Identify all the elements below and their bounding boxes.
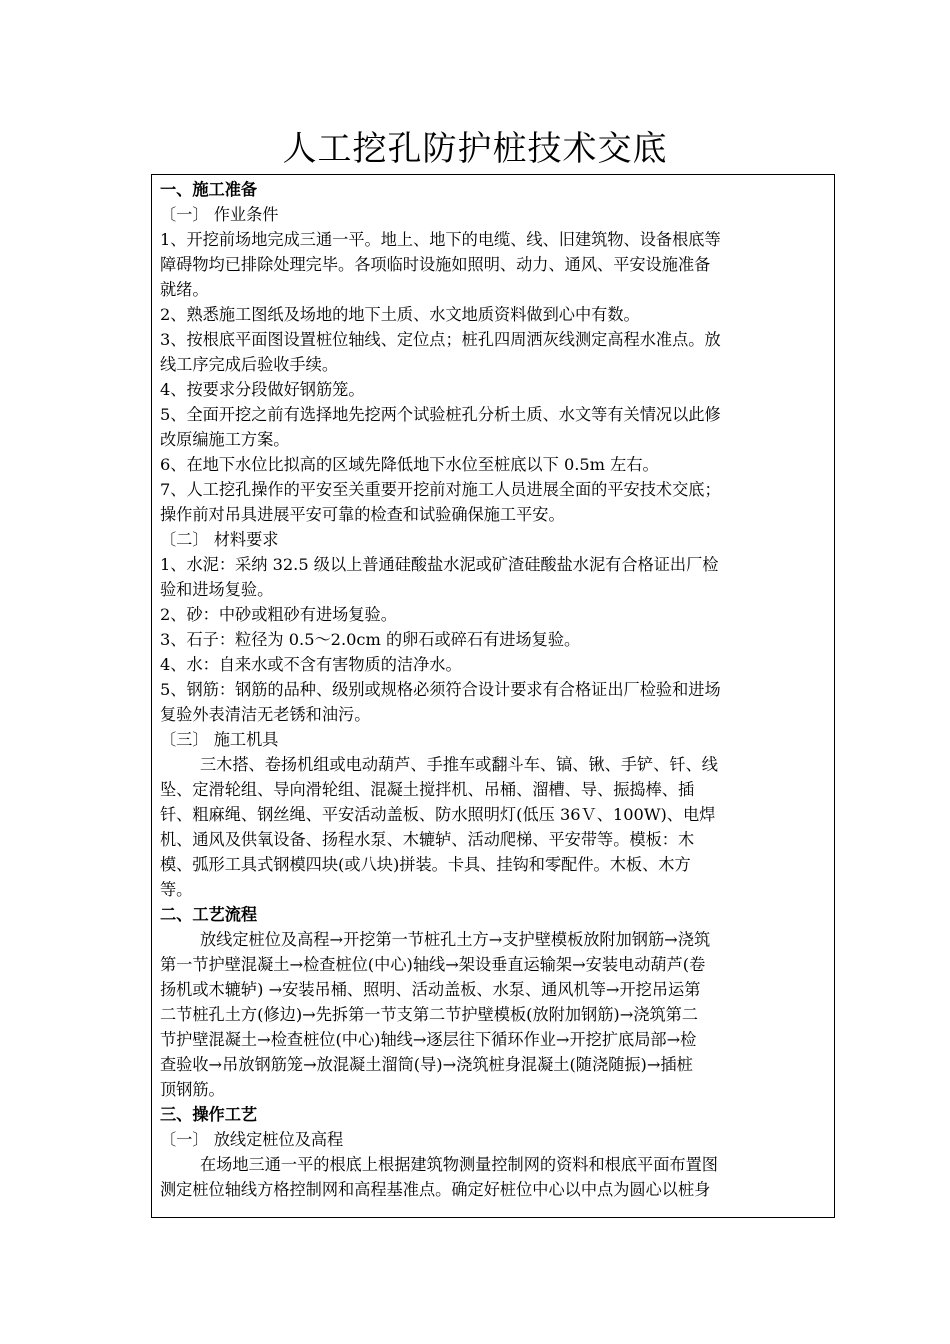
text-line: 二节桩孔土方(修边)→先拆第一节支第二节护壁模板(放附加钢筋)→浇筑第二 [160, 1005, 699, 1024]
text-line: 3、石子：粒径为 0.5～2.0cm 的卵石或碎石有进场复验。 [160, 630, 581, 649]
section-heading: 一、施工准备 [160, 180, 258, 199]
text-line: 顶钢筋。 [160, 1080, 225, 1099]
text-line: 线工序完成后验收手续。 [160, 355, 339, 374]
text-line: 1、水泥：采纳 32.5 级以上普通硅酸盐水泥或矿渣硅酸盐水泥有合格证出厂检 [160, 555, 719, 574]
text-line: 在场地三通一平的根底上根据建筑物测量控制网的资料和根底平面布置图 [200, 1155, 718, 1174]
text-line: 坠、定滑轮组、导向滑轮组、混凝土搅拌机、吊桶、溜槽、导、振捣棒、插 [160, 780, 695, 799]
text-line: 3、按根底平面图设置桩位轴线、定位点；桩孔四周洒灰线测定高程水准点。放 [160, 330, 721, 349]
text-line: 等。 [160, 880, 193, 899]
text-line: 4、按要求分段做好钢筋笼。 [160, 380, 365, 399]
text-line: 就绪。 [160, 280, 209, 299]
text-line: 模、弧形工具式钢模四块(或八块)拼装。卡具、挂钩和零配件。木板、木方 [160, 855, 691, 874]
text-line: 〔一〕 放线定桩位及高程 [160, 1130, 344, 1149]
document-title: 人工挖孔防护桩技术交底 [282, 129, 668, 169]
text-line: 验和进场复验。 [160, 580, 274, 599]
text-line: 障碍物均已排除处理完毕。各项临时设施如照明、动力、通风、平安设施准备 [160, 255, 711, 274]
content-table [151, 174, 835, 1218]
text-line: 〔二〕 材料要求 [160, 530, 279, 549]
section-heading: 二、工艺流程 [160, 905, 258, 924]
text-line: 复验外表清洁无老锈和油污。 [160, 705, 371, 724]
text-line: 5、钢筋：钢筋的品种、级别或规格必须符合设计要求有合格证出厂检验和进场 [160, 680, 721, 699]
text-line: 放线定桩位及高程→开挖第一节桩孔土方→支护壁模板放附加钢筋→浇筑 [200, 930, 711, 949]
content-body [160, 177, 824, 1202]
text-line: 〔一〕 作业条件 [160, 205, 279, 224]
text-line: 1、开挖前场地完成三通一平。地上、地下的电缆、线、旧建筑物、设备根底等 [160, 230, 721, 249]
text-line: 三木搭、卷扬机组或电动葫芦、手推车或翻斗车、镐、锹、手铲、钎、线 [200, 755, 718, 774]
text-line: 查验收→吊放钢筋笼→放混凝土溜筒(导)→浇筑桩身混凝土(随浇随振)→插桩 [160, 1055, 693, 1074]
text-line: 第一节护壁混凝土→检查桩位(中心)轴线→架设垂直运输架→安装电动葫芦(卷 [160, 955, 706, 974]
text-line: 〔三〕 施工机具 [160, 730, 279, 749]
text-line: 4、水：自来水或不含有害物质的洁净水。 [160, 655, 462, 674]
text-line: 钎、粗麻绳、钢丝绳、平安活动盖板、防水照明灯(低压 36Ｖ、100W)、电焊 [160, 805, 716, 824]
text-line: 操作前对吊具进展平安可靠的检查和试验确保施工平安。 [160, 505, 565, 524]
text-line: 改原编施工方案。 [160, 430, 290, 449]
section-heading: 三、操作工艺 [160, 1105, 258, 1124]
text-line: 2、熟悉施工图纸及场地的地下土质、水文地质资料做到心中有数。 [160, 305, 640, 324]
text-line: 测定桩位轴线方格控制网和高程基准点。确定好桩位中心以中点为圆心以桩身 [160, 1180, 711, 1199]
text-line: 扬机或木辘轳) →安装吊桶、照明、活动盖板、水泵、通风机等→开挖吊运第 [160, 980, 701, 999]
text-line: 5、全面开挖之前有选择地先挖两个试验桩孔分析土质、水文等有关情况以此修 [160, 405, 721, 424]
text-line: 6、在地下水位比拟高的区域先降低地下水位至桩底以下 0.5m 左右。 [160, 455, 659, 474]
text-line: 2、砂：中砂或粗砂有进场复验。 [160, 605, 397, 624]
text-line: 节护壁混凝土→检查桩位(中心)轴线→逐层往下循环作业→开挖扩底局部→检 [160, 1030, 697, 1049]
text-line: 7、人工挖孔操作的平安至关重要开挖前对施工人员进展全面的平安技术交底； [160, 480, 721, 499]
text-line: 机、通风及供氧设备、扬程水泵、木辘轳、活动爬梯、平安带等。模板：木 [160, 830, 695, 849]
